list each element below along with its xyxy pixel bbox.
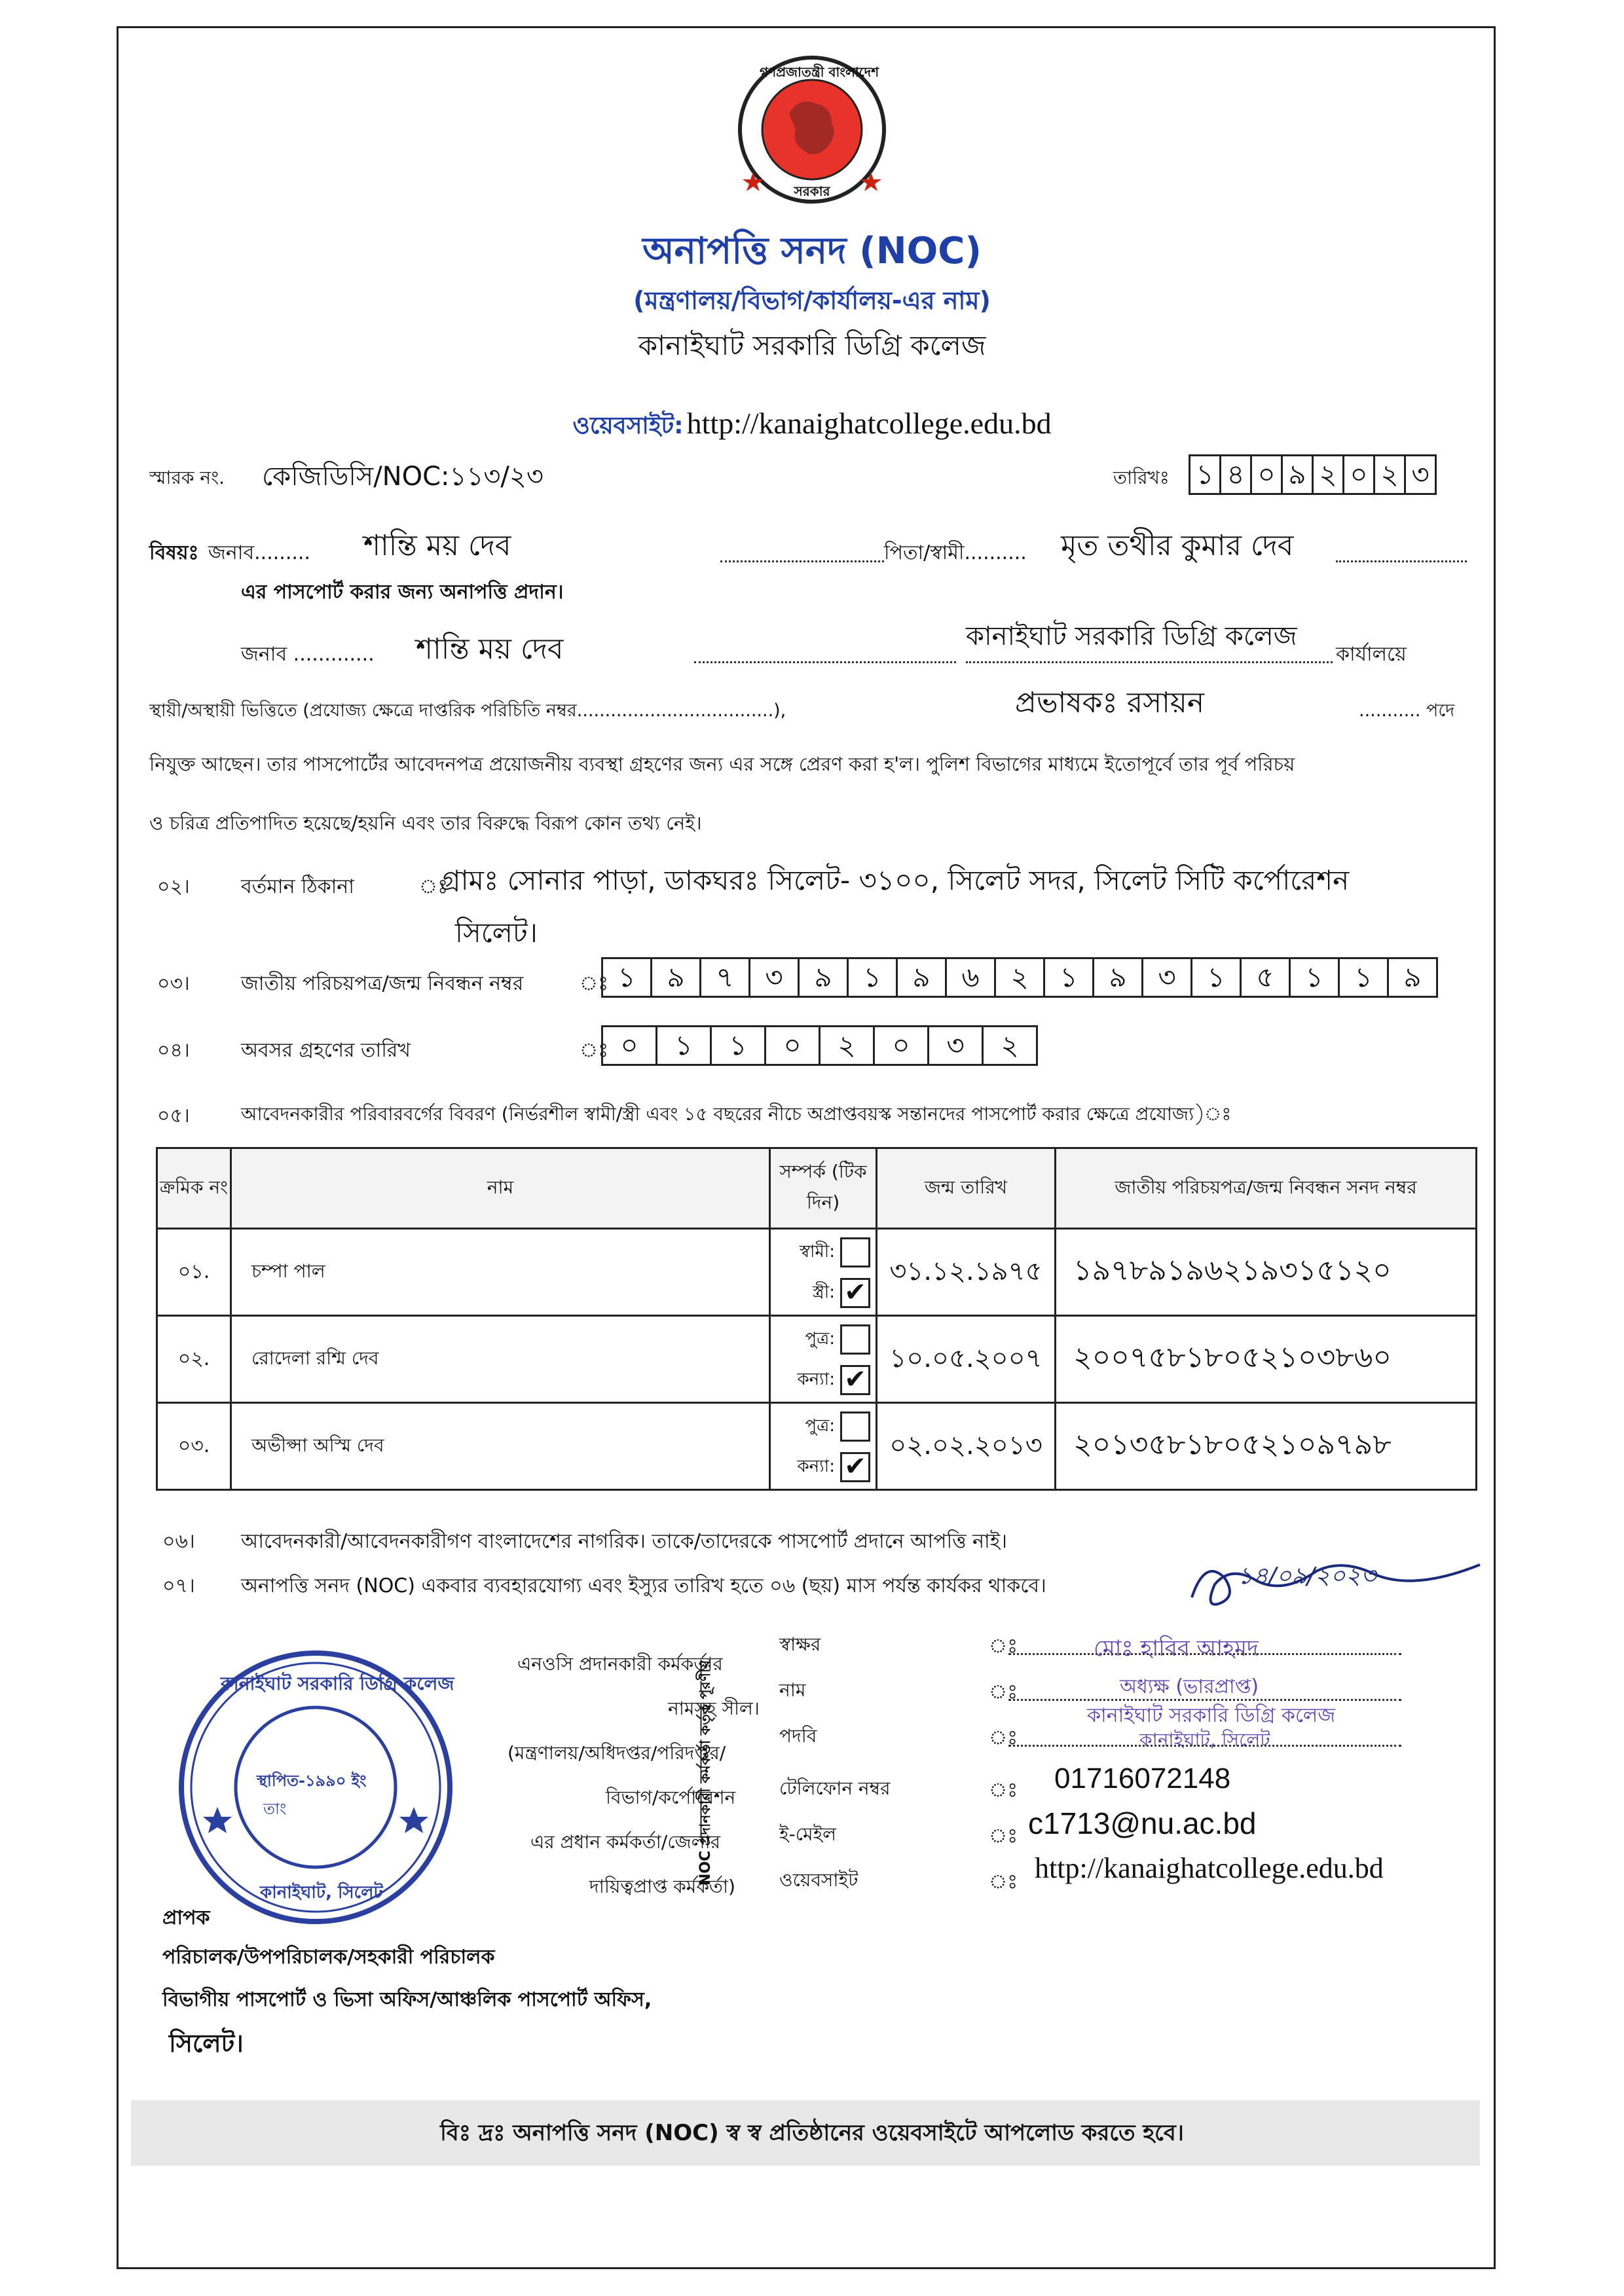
relation-checkbox[interactable]: ✔ xyxy=(840,1278,870,1308)
relation-label: পুত্র: xyxy=(805,1329,835,1349)
government-emblem xyxy=(733,51,891,208)
note-07-text: অনাপত্তি সনদ (NOC) একবার ব্যবহারযোগ্য এবং ইস্যুর তারিখ হতে ০৬ (ছয়) মাস পর্যন্ত কার্যকর থাকবে। xyxy=(241,1575,1046,1597)
col-name: নাম xyxy=(231,1148,770,1229)
nid-digit-box: ১ xyxy=(1340,957,1389,998)
retirement-date-digit-box: ৩ xyxy=(929,1025,984,1066)
row-serial: ০২. xyxy=(157,1316,231,1403)
retirement-date-digit-box: ১ xyxy=(712,1025,766,1066)
officer-designation-stamp: অধ্যক্ষ (ভারপ্রাপ্ত) xyxy=(1120,1675,1259,1698)
row-name: অভীপ্সা অস্মি দেব xyxy=(231,1403,770,1490)
nid-digit-box: ৯ xyxy=(898,957,947,998)
row-relation xyxy=(770,1403,877,1490)
emblem-bottom-text: সরকার xyxy=(794,183,830,199)
item-04-label: অবসর গ্রহণের তারিখ xyxy=(241,1039,411,1062)
body-applicant-name: শান্তি ময় দেব xyxy=(416,632,564,666)
body-paragraph-2: ও চরিত্র প্রতিপাদিত হয়েছে/হয়নি এবং তার বিরুদ্ধে বিরূপ কোন তথ্য নেই। xyxy=(149,812,702,834)
officer-email[interactable]: c1713@nu.ac.bd xyxy=(1028,1806,1257,1840)
item-03-number: ০৩। xyxy=(157,972,190,995)
dotted-line xyxy=(720,560,884,562)
memo-date-digit-box: ১ xyxy=(1189,454,1221,495)
perm-line: স্থায়ী/অস্থায়ী ভিত্তিতে (প্রযোজ্য ক্ষেত্রে দাপ্তরিক পরিচিতি নম্বর...................................), xyxy=(149,701,786,721)
relation-checkbox[interactable] xyxy=(840,1237,870,1267)
designation: প্রভাষকঃ রসায়ন xyxy=(1015,686,1205,720)
colon: ঃ xyxy=(989,1635,1018,1658)
row-relation xyxy=(770,1316,877,1403)
dotted-line xyxy=(694,661,956,663)
memo-date-digit-box: ০ xyxy=(1252,454,1283,495)
seal-ring-text: কানাইঘাট সরকারি ডিগ্রি কলেজ xyxy=(221,1673,454,1694)
officer-desc-1: এনওসি প্রদানকারী কর্মকর্তার xyxy=(517,1653,723,1675)
subject-label: বিষয়ঃ xyxy=(149,541,199,564)
field-phone-label: টেলিফোন নম্বর xyxy=(779,1777,891,1799)
field-name-label: নাম xyxy=(779,1679,806,1701)
memo-date-digit-box: ২ xyxy=(1314,454,1344,495)
website-label: ওয়েবসাইট: xyxy=(572,412,684,439)
relation-label: কন্যা: xyxy=(797,1370,835,1389)
relation-checkbox[interactable]: ✔ xyxy=(840,1365,870,1395)
field-email-label: ই-মেইল xyxy=(779,1823,837,1845)
nid-digit-box: ৬ xyxy=(947,957,996,998)
memo-date-digit-box: ২ xyxy=(1375,454,1406,495)
col-serial: ক্রমিক নং xyxy=(157,1148,231,1229)
memo-date-digit-box: ৪ xyxy=(1221,454,1252,495)
dotted-line xyxy=(966,661,1333,663)
nid-digit-box: ১ xyxy=(849,957,898,998)
institution-name: কানাইঘাট সরকারি ডিগ্রি কলেজ xyxy=(638,329,986,361)
nid-digit-box: ১ xyxy=(1192,957,1242,998)
handwritten-signature xyxy=(1179,1545,1493,1624)
relation-checkbox[interactable]: ✔ xyxy=(840,1452,870,1482)
officer-desc-6: দায়িত্বপ্রাপ্ত কর্মকর্তা) xyxy=(589,1876,735,1897)
office-suffix: কার্যালয়ে xyxy=(1336,643,1407,666)
retirement-date-digit-box: ১ xyxy=(657,1025,712,1066)
recipient-line-2: বিভাগীয় পাসপোর্ট ও ভিসা অফিস/আঞ্চলিক পাসপোর্ট অফিস, xyxy=(162,1988,652,2011)
nid-digit-box: ১ xyxy=(601,957,652,998)
officer-website[interactable]: http://kanaighatcollege.edu.bd xyxy=(1035,1852,1384,1884)
relation-label: কন্যা: xyxy=(797,1457,835,1476)
body-janab: জনাব ............. xyxy=(241,643,375,666)
colon: ঃ xyxy=(989,1825,1018,1848)
item-02-number: ০২। xyxy=(157,875,190,898)
nid-digit-box: ১ xyxy=(1291,957,1340,998)
recipient-line-1: পরিচালক/উপপরিচালক/সহকারী পরিচালক xyxy=(162,1946,495,1969)
field-designation-label: পদবি xyxy=(779,1725,817,1747)
officer-desc-4: বিভাগ/কর্পোরেশন xyxy=(606,1787,736,1808)
page-title: অনাপত্তি সনদ (NOC) xyxy=(642,230,982,272)
nid-digit-box: ৩ xyxy=(1143,957,1192,998)
present-address-city: সিলেট। xyxy=(455,917,538,949)
retirement-date-digit-box: ০ xyxy=(875,1025,929,1066)
memo-date-boxes xyxy=(1189,454,1437,495)
item-04-colon: ঃ xyxy=(580,1039,609,1062)
relation-checkbox[interactable] xyxy=(840,1324,870,1355)
nid-digit-box: ৫ xyxy=(1242,957,1291,998)
note-07-number: ০৭। xyxy=(162,1575,195,1597)
emblem-top-text: গণপ্রজাতন্ত্রী বাংলাদেশ xyxy=(760,64,879,80)
relation-label: স্বামী: xyxy=(800,1242,835,1262)
table-row xyxy=(157,1316,1477,1403)
nid-digit-box: ৯ xyxy=(1389,957,1438,998)
item-04-number: ০৪। xyxy=(157,1039,190,1062)
retirement-date-digit-box: ০ xyxy=(601,1025,657,1066)
officer-place-stamp: কানাইঘাট, সিলেট xyxy=(1139,1729,1270,1751)
father-label: পিতা/স্বামী.......... xyxy=(884,541,1027,564)
applicant-name: শান্তি ময় দেব xyxy=(363,529,511,562)
office-name: কানাইঘাট সরকারি ডিগ্রি কলেজ xyxy=(966,621,1297,651)
nid-digit-box: ১ xyxy=(1045,957,1094,998)
memo-date-digit-box: ০ xyxy=(1344,454,1375,495)
dotted-line xyxy=(1336,560,1467,562)
relation-label: স্ত্রী: xyxy=(812,1283,835,1302)
nid-digit-box: ৩ xyxy=(750,957,800,998)
row-dob: ০২.০২.২০১৩ xyxy=(877,1403,1056,1490)
col-relation: সম্পর্ক (টিক দিন) xyxy=(770,1148,877,1229)
officer-desc-2: নামসহ সীল। xyxy=(668,1698,760,1719)
signature-date: ১৪/০৯/২০২৩ xyxy=(1238,1563,1376,1590)
note-06-text: আবেদনকারী/আবেদনকারীগণ বাংলাদেশের নাগরিক। তাকে/তাদেরকে পাসপোর্ট প্রদানে আপত্তি নাই। xyxy=(241,1530,1008,1553)
row-relation xyxy=(770,1229,877,1316)
officer-desc-5: এর প্রধান কর্মকর্তা/জেলার xyxy=(530,1831,721,1853)
row-serial: ০৩. xyxy=(157,1403,231,1490)
relation-checkbox[interactable] xyxy=(840,1412,870,1442)
row-dob: ৩১.১২.১৯৭৫ xyxy=(877,1229,1056,1316)
retirement-date-digit-box: ২ xyxy=(984,1025,1038,1066)
officer-name-stamp: মোঃ হাবিব আহমদ xyxy=(1094,1635,1259,1662)
website-line xyxy=(0,406,1624,447)
relation-label: পুত্র: xyxy=(805,1416,835,1436)
retirement-date-boxes xyxy=(601,1025,1038,1066)
item-02-label: বর্তমান ঠিকানা xyxy=(241,875,354,898)
colon: ঃ xyxy=(989,1681,1018,1704)
vertical-label: NOC প্রদানকারী কর্মকর্তা কর্তৃক পূরণীয় xyxy=(697,1660,714,1886)
item-03-colon: ঃ xyxy=(580,972,609,995)
memo-date-digit-box: ৯ xyxy=(1283,454,1314,495)
seal-center-text: স্থাপিত-১৯৯০ ইং xyxy=(257,1772,367,1790)
item-05-label: আবেদনকারীর পরিবারবর্গের বিবরণ (নির্ভরশীল স্বামী/স্ত্রী এবং ১৫ বছরের নীচে অপ্রাপ্তবয়স্ক সন্তানদের পাসপোর্ট করার ক্ষেত্রে প্রযোজ্য)ঃ xyxy=(241,1103,1232,1125)
nid-digit-box: ৭ xyxy=(701,957,750,998)
recipient-line-3: সিলেট। xyxy=(169,2029,244,2058)
website-url[interactable]: http://kanaighatcollege.edu.bd xyxy=(686,407,1052,440)
table-row xyxy=(157,1403,1477,1490)
memo-date-digit-box: ৩ xyxy=(1406,454,1437,495)
colon: ঃ xyxy=(989,1779,1018,1802)
college-seal xyxy=(172,1643,460,1931)
memo-number: কেজিডিসি/NOC:১১৩/২৩ xyxy=(262,462,544,492)
row-dob: ১০.০৫.২০০৭ xyxy=(877,1316,1056,1403)
seal-date-text: তাং xyxy=(263,1800,287,1818)
nid-boxes xyxy=(601,957,1438,998)
table-row xyxy=(157,1229,1477,1316)
nid-digit-box: ৯ xyxy=(652,957,701,998)
row-name: রোদেলা রশ্মি দেব xyxy=(231,1316,770,1403)
item-02-colon: ঃ xyxy=(419,875,449,898)
item-03-label: জাতীয় পরিচয়পত্র/জন্ম নিবন্ধন নম্বর xyxy=(241,972,524,995)
field-website-label: ওয়েবসাইট xyxy=(779,1869,858,1891)
officer-phone: 01716072148 xyxy=(1054,1762,1231,1795)
footer-note: বিঃ দ্রঃ অনাপত্তি সনদ (NOC) স্ব স্ব প্রতিষ্ঠানের ওয়েবসাইটে আপলোড করতে হবে। xyxy=(440,2120,1184,2146)
field-signature-label: স্বাক্ষর xyxy=(779,1633,821,1655)
page-subtitle: (মন্ত্রণালয়/বিভাগ/কার্যালয়-এর নাম) xyxy=(633,286,991,315)
retirement-date-digit-box: ২ xyxy=(821,1025,875,1066)
note-06-number: ০৬। xyxy=(162,1530,195,1553)
date-label: তারিখঃ xyxy=(1113,467,1170,488)
present-address: গ্রামঃ সোনার পাড়া, ডাকঘরঃ সিলেট- ৩১০০, সিলেট সদর, সিলেট সিটি কর্পোরেশন xyxy=(440,864,1350,896)
item-05-number: ০৫। xyxy=(157,1104,190,1127)
body-paragraph-1: নিযুক্ত আছেন। তার পাসপোর্টের আবেদনপত্র প্রয়োজনীয় ব্যবস্থা গ্রহণের জন্য এর সঙ্গে প্রেরণ করা হ'ল। পুলিশ বিভাগের মাধ্যমে ইতোপূর্বে তার পূর্ব পরিচয় xyxy=(149,753,1295,775)
row-nid: ১৯৭৮৯১৯৬২১৯৩১৫১২০ xyxy=(1056,1229,1477,1316)
retirement-date-digit-box: ০ xyxy=(766,1025,821,1066)
nid-digit-box: ২ xyxy=(996,957,1045,998)
row-nid: ২০০৭৫৮১৮০৫২১০৩৮৬০ xyxy=(1056,1316,1477,1403)
row-name: চম্পা পাল xyxy=(231,1229,770,1316)
officer-desc-3: (মন্ত্রণালয়/অধিদপ্তর/পরিদপ্তর/ xyxy=(507,1742,726,1764)
nid-digit-box: ৯ xyxy=(1094,957,1143,998)
recipient-label: প্রাপক xyxy=(162,1906,210,1929)
family-table xyxy=(156,1147,1477,1491)
colon: ঃ xyxy=(989,1870,1018,1893)
father-name: মৃত তথীর কুমার দেব xyxy=(1061,529,1294,562)
nid-digit-box: ৯ xyxy=(800,957,849,998)
row-serial: ০১. xyxy=(157,1229,231,1316)
memo-label: স্মারক নং. xyxy=(149,467,225,488)
col-dob: জন্ম তারিখ xyxy=(877,1148,1056,1229)
subject-janab: জনাব......... xyxy=(208,541,310,564)
colon: ঃ xyxy=(989,1726,1018,1749)
seal-bottom-text: কানাইঘাট, সিলেট xyxy=(260,1883,383,1903)
subject-line2: এর পাসপোর্ট করার জন্য অনাপত্তি প্রদান। xyxy=(241,581,564,604)
post-suffix: ........... পদে xyxy=(1359,701,1455,721)
row-nid: ২০১৩৫৮১৮০৫২১০৯৭৯৮ xyxy=(1056,1403,1477,1490)
col-nid: জাতীয় পরিচয়পত্র/জন্ম নিবন্ধন সনদ নম্বর xyxy=(1056,1148,1477,1229)
officer-office-stamp: কানাইঘাট সরকারি ডিগ্রি কলেজ xyxy=(1087,1704,1336,1727)
table-header-row xyxy=(157,1148,1477,1229)
